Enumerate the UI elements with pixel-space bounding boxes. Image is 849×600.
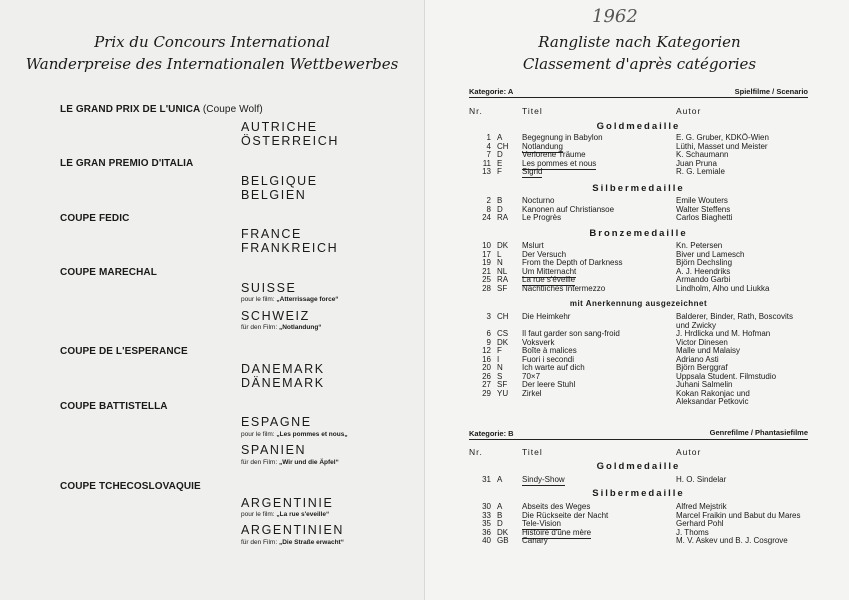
left-title-line1: Prix du Concours International: [94, 33, 330, 51]
country-code: N: [497, 363, 503, 372]
entry-number: 19: [482, 258, 491, 267]
entry-number: 8: [486, 204, 491, 214]
entry-number: 6: [486, 329, 491, 338]
category-b-rule: [469, 439, 808, 440]
column-title: Titel: [522, 447, 543, 457]
category-b-label: Kategorie: B: [469, 429, 514, 438]
film-prefix: pour le film:: [241, 511, 275, 518]
film-title: „Die Straße erwacht“: [278, 539, 344, 546]
country-code: RA: [497, 275, 509, 284]
film-de: [241, 324, 322, 331]
film-author: Uppsala Student. Filmstudio: [676, 371, 777, 381]
film-title: Um Mitternacht: [522, 266, 577, 276]
entry-number: 1: [486, 133, 491, 142]
film-title: „Atterrissage force“: [276, 296, 339, 303]
film-prefix: pour le film:: [241, 296, 275, 303]
country-code: D: [497, 204, 503, 214]
film-title: Histoire d'une mère: [522, 527, 592, 537]
film-title: Die Heimkehr: [522, 312, 571, 321]
column-author: Autor: [676, 447, 702, 457]
country-fr: DANEMARK: [241, 362, 325, 376]
a-bronze-heading: Bronzemedaille: [589, 228, 688, 239]
table-row: [469, 475, 808, 485]
film-title: Nächtliches Intermezzo: [522, 283, 606, 293]
film-title: Ich warte auf dich: [522, 363, 585, 372]
left-page: [0, 0, 424, 600]
film-title: „Wir und die Äpfel“: [278, 459, 339, 466]
country-fr: ARGENTINIE: [241, 496, 334, 510]
right-title-line1: Rangliste nach Kategorien: [538, 33, 741, 51]
b-gold-heading: Goldmedaille: [596, 461, 681, 472]
film-author: Gerhard Pohl: [676, 519, 724, 528]
film-author: K. Schaumann: [676, 150, 729, 159]
film-title: Abseits des Weges: [522, 502, 591, 511]
country-code: N: [497, 258, 503, 267]
film-title: Boîte à malices: [522, 346, 577, 355]
country-code: F: [497, 346, 502, 355]
film-author: Armando Garbi: [676, 275, 731, 284]
country-code: CS: [497, 329, 509, 338]
film-author: M. V. Askev und B. J. Cosgrove: [676, 536, 788, 545]
entry-number: 21: [482, 266, 491, 276]
entry-number: 20: [482, 363, 491, 372]
entry-number: 13: [482, 167, 491, 176]
column-title: Titel: [522, 106, 543, 116]
award-battistella: COUPE BATTISTELLA: [60, 401, 168, 412]
film-author: Emile Wouters: [676, 196, 728, 205]
table-row: [469, 167, 808, 177]
award-marechal: COUPE MARECHAL: [60, 267, 157, 278]
film-title: Begegnung in Babylon: [522, 133, 603, 142]
country-code: DK: [497, 337, 509, 347]
film-de: [241, 459, 339, 466]
entry-number: 3: [486, 312, 491, 321]
country-code: F: [497, 167, 502, 176]
film-title: Der Versuch: [522, 249, 567, 259]
film-title: Canary: [522, 536, 548, 545]
a-recognition-heading: mit Anerkennung ausgezeichnet: [569, 299, 708, 308]
film-title: Nocturno: [522, 196, 555, 205]
film-title: Tele-Vision: [522, 519, 561, 528]
country-code: A: [497, 475, 503, 484]
film-title: 70×7: [522, 371, 541, 381]
table-row: [469, 536, 808, 546]
country-code: L: [497, 249, 502, 259]
film-title: Fuori i secondi: [522, 354, 575, 364]
table-row: [469, 284, 808, 294]
film-author: Björn Berggraf: [676, 363, 728, 372]
country-fr: AUTRICHE: [241, 120, 318, 134]
film-author: Adriano Asti: [676, 354, 719, 364]
entry-number: 10: [482, 241, 491, 250]
category-a-label: Kategorie: A: [469, 87, 514, 96]
entry-number: 2: [486, 196, 491, 205]
country-de: DÄNEMARK: [241, 376, 325, 390]
entry-number: 9: [486, 337, 491, 347]
film-author: Malle und Malaisy: [676, 346, 741, 355]
country-de: BELGIEN: [241, 188, 307, 202]
right-title-line2: Classement d'après catégories: [522, 55, 757, 73]
entry-number: 30: [482, 502, 491, 511]
entry-number: 16: [482, 354, 491, 364]
country-code: B: [497, 196, 503, 205]
film-title: Zirkel: [522, 388, 542, 398]
entry-number: 26: [482, 371, 491, 381]
film-title: Voksverk: [522, 337, 555, 347]
film-prefix: pour le film:: [241, 431, 275, 438]
film-author: und Zwicky: [676, 320, 717, 330]
country-code: A: [497, 133, 503, 142]
film-author: Balderer, Binder, Rath, Boscovits: [676, 312, 793, 321]
country-fr: BELGIQUE: [241, 174, 318, 188]
film-fr: [241, 296, 339, 303]
handwritten-year: 1962: [592, 6, 638, 27]
country-de: FRANKREICH: [241, 241, 339, 255]
film-author: Kn. Petersen: [676, 241, 723, 250]
table-row: [469, 213, 808, 223]
film-author: A. J. Heendriks: [676, 266, 731, 276]
film-fr: [241, 511, 329, 518]
award-unica: [60, 104, 263, 115]
left-title-line2: Wanderpreise des Internationalen Wettbewerbes: [25, 55, 399, 73]
country-code: E: [497, 158, 503, 168]
country-code: CH: [497, 312, 509, 321]
country-code: SF: [497, 283, 508, 293]
page-fold: [424, 0, 425, 600]
award-name: LE GRAND PRIX DE L'UNICA: [60, 104, 200, 115]
film-author: Walter Steffens: [676, 204, 731, 214]
entry-number: 29: [482, 388, 491, 398]
film-title: Der leere Stuhl: [522, 380, 576, 389]
film-author: Biver und Lamesch: [676, 249, 745, 259]
entry-number: 25: [482, 275, 491, 284]
country-code: CH: [497, 141, 509, 151]
film-author: Lindholm, Alho und Liukka: [676, 283, 770, 293]
a-gold-heading: Goldmedaille: [596, 121, 681, 132]
film-author: R. G. Lemiale: [676, 167, 725, 176]
entry-number: 36: [482, 527, 491, 537]
film-author: E. G. Gruber, KDKÖ-Wien: [676, 133, 769, 142]
film-author: J. Thoms: [676, 527, 709, 537]
category-a-rule: [469, 97, 808, 98]
film-author: Alfred Mejstrik: [676, 502, 727, 511]
country-code: NL: [497, 266, 508, 276]
award-subtitle: (Coupe Wolf): [202, 104, 263, 115]
table-row: [469, 397, 808, 407]
country-code: D: [497, 150, 503, 159]
entry-number: 24: [482, 213, 491, 222]
film-title: „Notlandung“: [278, 324, 322, 331]
entry-number: 4: [486, 141, 491, 151]
entry-number: 11: [482, 158, 491, 168]
film-author: Juhani Salmelin: [676, 380, 733, 389]
entry-number: 28: [482, 283, 491, 293]
film-title: From the Depth of Darkness: [522, 258, 623, 267]
country-code: YU: [497, 388, 509, 398]
country-code: DK: [497, 241, 509, 250]
column-nr: Nr.: [469, 106, 483, 116]
film-author: J. Hrdlicka und M. Hofman: [676, 329, 771, 338]
film-prefix: für den Film:: [241, 324, 278, 331]
category-a-type: Spielfilme / Scenario: [734, 87, 808, 96]
film-prefix: für den Film:: [241, 459, 278, 466]
entry-number: 17: [482, 249, 491, 259]
award-fedic: COUPE FEDIC: [60, 213, 130, 224]
film-author: Lüthi, Masset und Meister: [676, 141, 768, 151]
entry-number: 40: [482, 536, 491, 545]
country-code: D: [497, 519, 503, 528]
country-fr: FRANCE: [241, 227, 302, 241]
film-author: Aleksandar Petkovic: [676, 397, 749, 406]
film-author: Kokan Rakonjac und: [676, 388, 750, 398]
country-code: A: [497, 502, 503, 511]
film-title: Il faut garder son sang-froid: [522, 329, 620, 338]
film-title: Sigrid: [522, 167, 543, 176]
film-author: Marcel Fraikin und Babut du Mares: [676, 510, 801, 520]
film-title: Die Rückseite der Nacht: [522, 510, 609, 520]
country-de: ARGENTINIEN: [241, 523, 345, 537]
country-code: S: [497, 371, 503, 381]
award-italia: LE GRAN PREMIO D'ITALIA: [60, 158, 194, 169]
entry-number: 7: [486, 150, 491, 159]
country-code: I: [497, 354, 500, 364]
film-title: „Les pommes et nous„: [276, 431, 348, 438]
country-de: SCHWEIZ: [241, 309, 310, 323]
film-author: H. O. Sindelar: [676, 475, 727, 484]
column-nr: Nr.: [469, 447, 483, 457]
film-prefix: für den Film:: [241, 539, 278, 546]
film-title: Notlandung: [522, 141, 563, 151]
country-code: SF: [497, 380, 508, 389]
film-title: Verlorene Träume: [522, 150, 586, 159]
country-code: DK: [497, 527, 509, 537]
film-author: Carlos Biaghetti: [676, 213, 733, 222]
film-title: Kanonen auf Christiansoe: [522, 204, 615, 214]
country-code: RA: [497, 213, 509, 222]
country-de: ÖSTERREICH: [241, 134, 339, 148]
category-b-type: Genrefilme / Phantasiefilme: [709, 428, 808, 437]
film-title: La rue s'éveille: [522, 275, 576, 284]
country-fr: SUISSE: [241, 281, 297, 295]
film-author: Björn Dechsling: [676, 258, 733, 267]
country-code: GB: [497, 536, 509, 545]
award-esperance: COUPE DE L'ESPERANCE: [60, 346, 188, 357]
film-title: Le Progrès: [522, 213, 562, 222]
award-tchecoslovaquie: COUPE TCHECOSLOVAQUIE: [60, 481, 201, 492]
a-silver-heading: Silbermedaille: [592, 183, 685, 194]
film-author: Victor Dinesen: [676, 337, 728, 347]
film-title: Sindy-Show: [522, 475, 565, 484]
entry-number: 27: [482, 380, 491, 389]
entry-number: 35: [482, 519, 491, 528]
film-title: Les pommes et nous: [522, 158, 597, 168]
film-title: Mslurt: [522, 241, 544, 250]
film-de: [241, 539, 344, 546]
country-code: B: [497, 510, 503, 520]
entry-number: 31: [482, 475, 491, 484]
film-author: Juan Pruna: [676, 158, 717, 168]
entry-number: 12: [482, 346, 491, 355]
film-fr: [241, 431, 348, 438]
country-de: SPANIEN: [241, 443, 307, 457]
column-author: Autor: [676, 106, 702, 116]
entry-number: 33: [482, 510, 491, 520]
film-title: „La rue s'eveille“: [276, 511, 330, 518]
b-silver-heading: Silbermedaille: [592, 488, 685, 499]
country-fr: ESPAGNE: [241, 415, 312, 429]
